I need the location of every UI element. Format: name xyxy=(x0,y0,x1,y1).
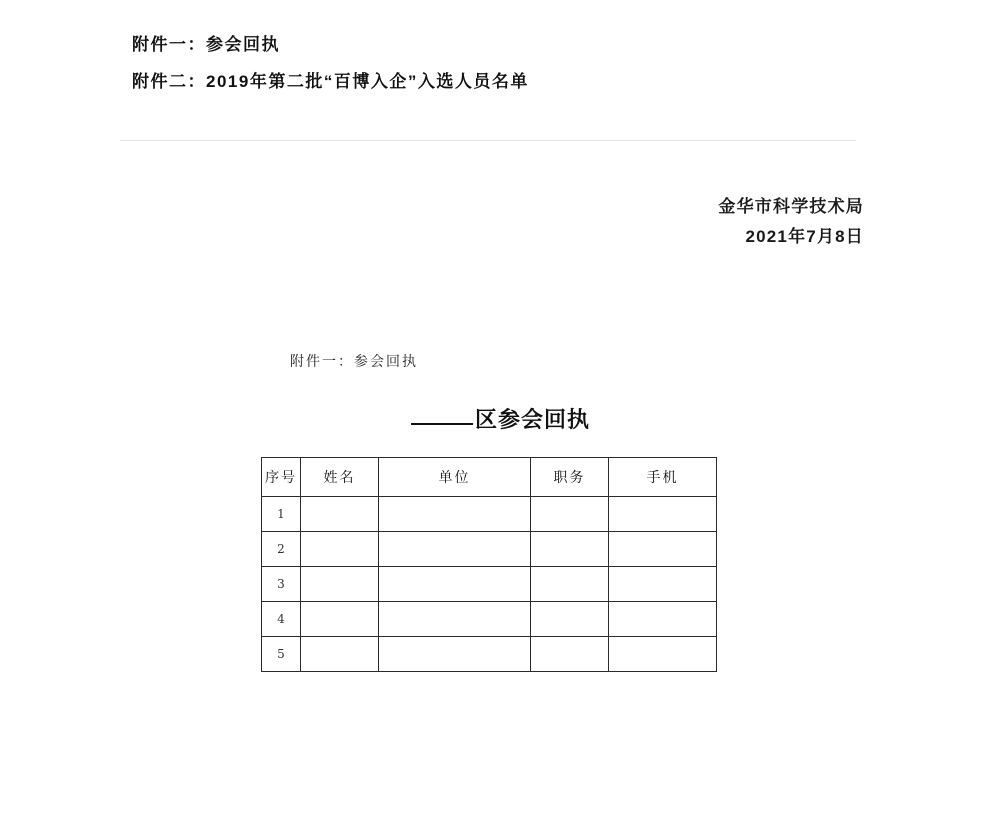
cell-unit[interactable] xyxy=(379,532,531,567)
table-header-unit: 单位 xyxy=(379,458,531,497)
table-row xyxy=(262,602,717,637)
receipt-title xyxy=(0,403,1001,434)
receipt-title-blank xyxy=(411,423,473,425)
cell-phone[interactable] xyxy=(609,637,717,672)
table-header-row xyxy=(262,458,717,497)
cell-phone[interactable] xyxy=(609,602,717,637)
table-header-index: 序号 xyxy=(262,458,301,497)
table-header-phone: 手机 xyxy=(609,458,717,497)
cell-phone[interactable] xyxy=(609,567,717,602)
cell-unit[interactable] xyxy=(379,497,531,532)
cell-name[interactable] xyxy=(301,602,379,637)
table-row xyxy=(262,567,717,602)
cell-title[interactable] xyxy=(531,602,609,637)
table-row xyxy=(262,637,717,672)
table-header-name: 姓名 xyxy=(301,458,379,497)
cell-index: 5 xyxy=(262,637,301,672)
cell-name[interactable] xyxy=(301,497,379,532)
table-header-title: 职务 xyxy=(531,458,609,497)
cell-phone[interactable] xyxy=(609,497,717,532)
table-row xyxy=(262,532,717,567)
cell-unit[interactable] xyxy=(379,637,531,672)
receipt-table xyxy=(261,457,717,672)
cell-title[interactable] xyxy=(531,497,609,532)
signature-date: 2021年7月8日 xyxy=(745,227,864,246)
cell-index: 1 xyxy=(262,497,301,532)
signature-organization: 金华市科学技术局 xyxy=(718,197,864,216)
attachment-line-two: 附件二：2019年第二批“百博入企”入选人员名单 xyxy=(132,72,529,91)
cell-index: 3 xyxy=(262,567,301,602)
cell-phone[interactable] xyxy=(609,532,717,567)
table-row xyxy=(262,497,717,532)
cell-name[interactable] xyxy=(301,567,379,602)
cell-unit[interactable] xyxy=(379,602,531,637)
cell-name[interactable] xyxy=(301,532,379,567)
cell-title[interactable] xyxy=(531,567,609,602)
cell-title[interactable] xyxy=(531,637,609,672)
cell-index: 2 xyxy=(262,532,301,567)
cell-name[interactable] xyxy=(301,637,379,672)
attachment-list-block xyxy=(120,0,856,141)
attachment-one-label: 附件一：参会回执 xyxy=(290,354,418,370)
cell-title[interactable] xyxy=(531,532,609,567)
cell-index: 4 xyxy=(262,602,301,637)
cell-unit[interactable] xyxy=(379,567,531,602)
receipt-title-text: 区参会回执 xyxy=(474,407,590,432)
attachment-line-one: 附件一：参会回执 xyxy=(132,35,280,54)
